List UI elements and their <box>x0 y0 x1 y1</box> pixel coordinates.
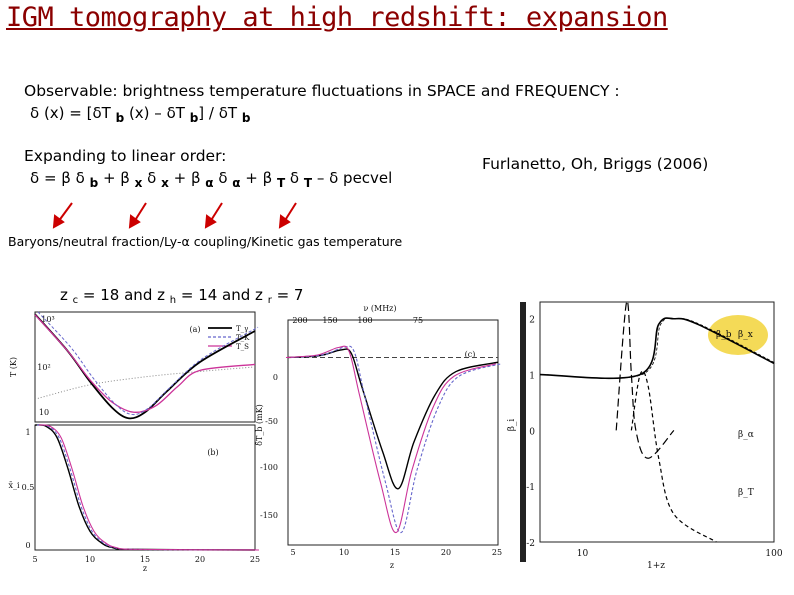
chart-a-ytick: 10² <box>37 363 51 372</box>
chart-c-ytick: -150 <box>260 511 278 520</box>
chart-c-ytick: -50 <box>265 417 278 426</box>
chart-b-series-1 <box>37 425 257 550</box>
chart-b-series-0 <box>35 425 255 550</box>
chart-a-legend-item: T_S <box>236 343 249 351</box>
contributions-label: Baryons/neutral fraction/Ly-α coupling/Kinetic gas temperature <box>8 234 403 249</box>
chart-right-ytick: -1 <box>526 483 535 494</box>
chart-right-ytick: 0 <box>529 427 535 438</box>
chart-c-ylabel: δT_b (mK) <box>255 404 264 446</box>
chart-right-annotation: β_α <box>738 430 754 440</box>
chart-right-xlabel: 1+z <box>646 561 666 571</box>
chart-c-top-tick: 150 <box>322 316 338 325</box>
expansion-formula: δ = β δ $_b$ + β $_x$ δ $_x$ + β $_\alpha$ δ $_\alpha$ + β $_T$ δ $_T$ – δ pecvel <box>30 169 393 190</box>
chart-c-top-tick: 100 <box>357 316 373 325</box>
chart-right-ytick: -2 <box>526 539 535 549</box>
chart-c-top-tick: 200 <box>292 316 308 325</box>
chart-c-top-tick: 75 <box>412 316 424 325</box>
chart-b-ylabel: x̄_i <box>8 481 20 490</box>
chart-a-series-0 <box>35 367 255 399</box>
chart-c-xtick: 20 <box>440 548 452 557</box>
chart-right-annotation: β_T <box>738 488 754 498</box>
chart-c-series-2 <box>286 346 496 532</box>
chart-c-xtick: 5 <box>290 548 296 557</box>
chart-b-series-2 <box>39 425 259 550</box>
chart-b-ytick: 1 <box>25 428 31 437</box>
chart-right-xtick: 100 <box>765 549 783 559</box>
chart-c-panel-label: (c) <box>464 350 476 359</box>
chart-c-xtick: 15 <box>389 548 401 557</box>
chart-b-xtick: 15 <box>139 555 151 564</box>
chart-a-legend-item: T_K <box>236 334 250 342</box>
chart-c-series-0 <box>288 349 498 489</box>
chart-right-xtick: 10 <box>576 549 589 559</box>
chart-c-top-axis-label: ν (MHz) <box>363 304 397 313</box>
chart-right-ytick: 2 <box>529 315 535 326</box>
chart-c-xtick: 10 <box>338 548 350 557</box>
chart-right-ytick: 1 <box>529 371 535 382</box>
chart-a-series-1 <box>35 314 255 418</box>
chart-b-frame <box>35 425 255 550</box>
chart-right-ylabel: β_i <box>507 418 517 432</box>
chart-a-ylabel: T (K) <box>9 356 18 378</box>
expansion-text: Expanding to linear order: <box>24 147 227 165</box>
chart-a-panel-label: (a) <box>189 325 201 334</box>
observable-text: Observable: brightness temperature fluctuations in SPACE and FREQUENCY : <box>24 82 620 100</box>
chart-b-ytick: 0.5 <box>21 483 35 492</box>
chart-c-xlabel: z <box>389 561 395 570</box>
chart-b-xtick: 25 <box>249 555 261 564</box>
chart-b-panel-label: (b) <box>207 448 219 457</box>
citation: Furlanetto, Oh, Briggs (2006) <box>482 155 709 173</box>
chart-b-xtick: 5 <box>32 555 38 564</box>
chart-b-xlabel: z <box>142 564 148 573</box>
slide-title: IGM tomography at high redshift: expansion <box>6 2 668 33</box>
observable-formula: δ (x) = [δT $_b$ (x) – δT $_b$] / δT $_b$ <box>30 104 251 125</box>
chart-c-xtick: 25 <box>491 548 503 557</box>
chart-a-series-2 <box>35 315 255 413</box>
chart-right-annotation: β_x <box>738 330 753 340</box>
chart-c-series-1 <box>291 346 501 532</box>
chart-b-ytick: 0 <box>25 541 31 550</box>
chart-c-ytick: -100 <box>260 463 278 472</box>
chart-a-ytick: 10 <box>38 408 50 417</box>
chart-b-xtick: 20 <box>194 555 206 564</box>
chart-right-annotation: β_b <box>716 330 732 340</box>
right-chart-edge-bar <box>520 302 526 562</box>
chart-right-series-2 <box>616 301 674 458</box>
chart-c-ytick: 0 <box>272 373 278 382</box>
chart-b-xtick: 10 <box>84 555 96 564</box>
redshift-label: z $_c$ = 18 and z $_h$ = 14 and z $_r$ = 7 <box>60 286 304 306</box>
chart-a-legend-item: T_γ <box>236 325 249 333</box>
chart-a-ytick: 10³ <box>41 315 55 324</box>
chart-right-series-3 <box>631 371 716 542</box>
